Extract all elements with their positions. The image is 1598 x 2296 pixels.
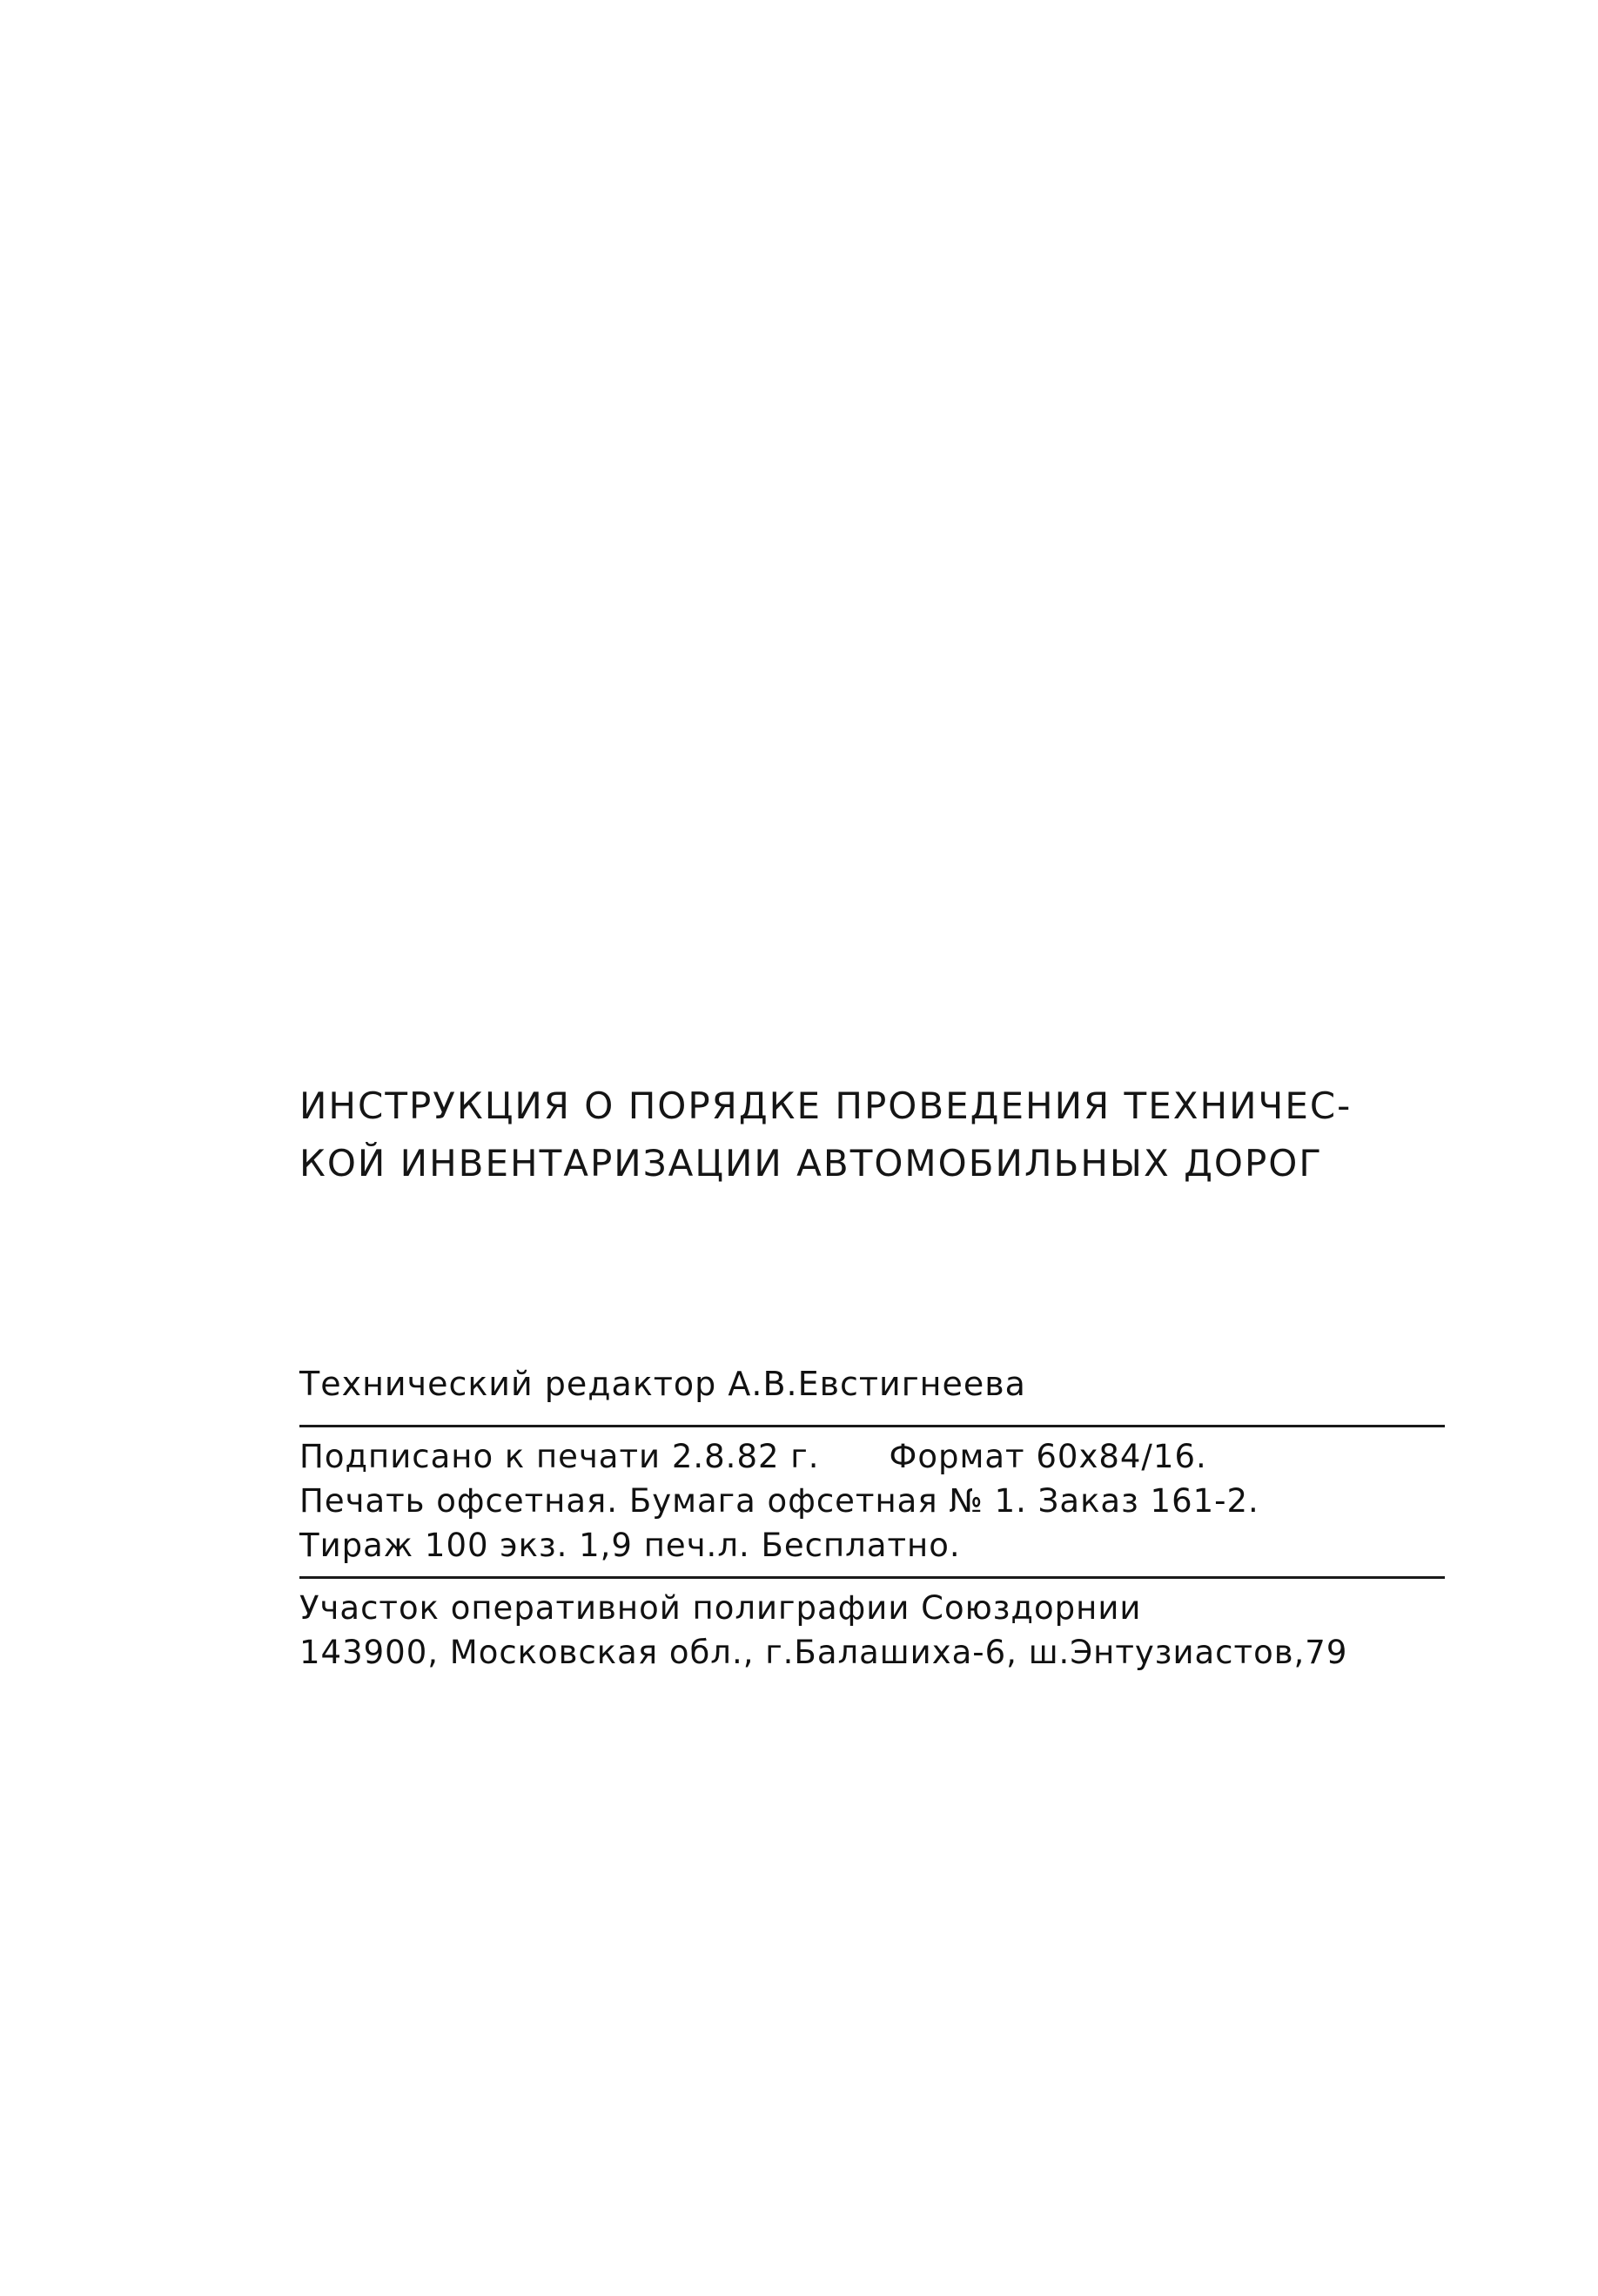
printer-name: Участок оперативной полиграфии Союздорнии (299, 1589, 1142, 1627)
printer-info (299, 1579, 1457, 1675)
publication-details (299, 1427, 1457, 1576)
imprint-block (299, 1362, 1457, 1675)
technical-editor: Технический редактор А.В.Евстигнеева (299, 1365, 1026, 1403)
print-paper-order-line: Печать офсетная. Бумага офсетная № 1. Заказ 161-2. (299, 1482, 1259, 1520)
print-run-line: Тираж 100 экз. 1,9 печ.л. Бесплатно. (299, 1527, 961, 1564)
paper-format: Формат 60х84/16. (889, 1438, 1207, 1475)
title-line-1: ИНСТРУКЦИЯ О ПОРЯДКЕ ПРОВЕДЕНИЯ ТЕХНИЧЕС- (299, 1084, 1353, 1127)
signed-format-line (299, 1434, 1457, 1479)
title-line-2: КОЙ ИНВЕНТАРИЗАЦИИ АВТОМОБИЛЬНЫХ ДОРОГ (299, 1142, 1323, 1185)
document-title (299, 1078, 1457, 1192)
signed-for-print: Подписано к печати 2.8.82 г. (299, 1438, 820, 1475)
printer-address: 143900, Московская обл., г.Балашиха-6, ш.Энтузиастов,79 (299, 1634, 1348, 1671)
